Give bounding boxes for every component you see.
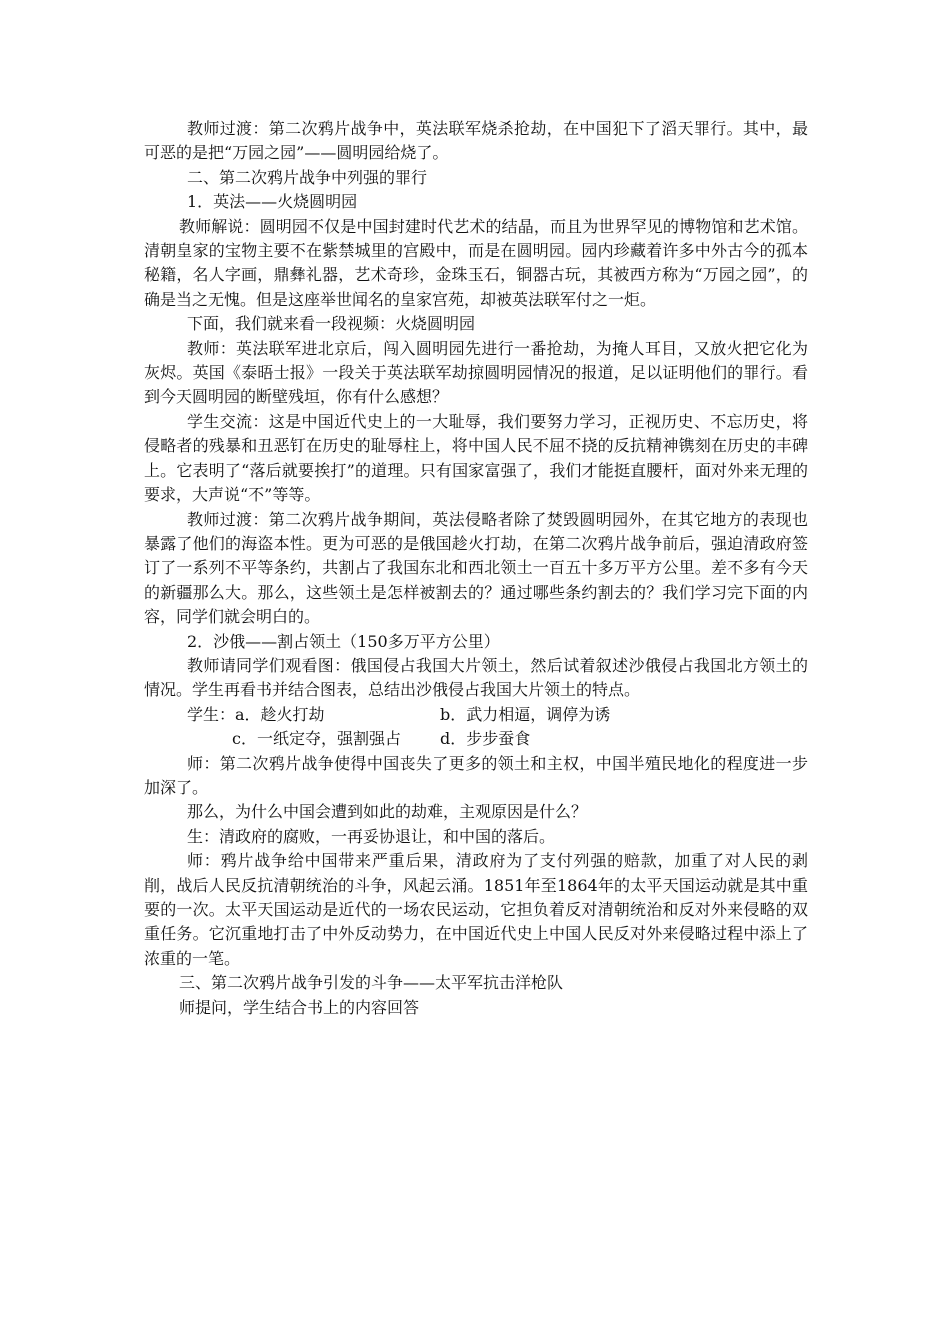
paragraph: 教师解说：圆明园不仅是中国封建时代艺术的结晶，而且为世界罕见的博物馆和艺术馆。清朝皇家的宝物主要不在紫禁城里的宫殿中，而是在圆明园。园内珍藏着许多中外古今的孤本秘籍，名人字画，鼎彝礼器，艺术奇珍，金珠玉石，铜器古玩，其被西方称为“万园之园”，的确是当之无愧。但是这座举世闻名的皇家宫苑，却被英法联军付之一炬。 <box>144 216 808 309</box>
choice-a: a．趁火打劫 <box>235 704 325 724</box>
subsection-heading: 1．英法——火烧圆明园 <box>187 192 358 212</box>
paragraph: 教师：英法联军进北京后，闯入圆明园先进行一番抢劫，为掩人耳目，又放火把它化为灰烬。英国《泰晤士报》一段关于英法联军劫掠圆明园情况的报道，足以证明他们的罪行。看到今天圆明园的断壁残垣，你有什么感想？ <box>144 338 808 407</box>
choice-lead: 学生： <box>187 704 236 724</box>
subsection-heading: 2．沙俄——割占领土（150多万平方公里） <box>187 631 500 651</box>
choice-b: b．武力相逼，调停为诱 <box>440 704 611 724</box>
section-heading: 二、第二次鸦片战争中列强的罪行 <box>187 167 428 187</box>
paragraph: 学生交流：这是中国近代史上的一大耻辱，我们要努力学习，正视历史、不忘历史，将侵略者的残暴和丑恶钉在历史的耻辱柱上，将中国人民不屈不挠的反抗精神镌刻在历史的丰碑上。它表明了“落后就要挨打”的道理。只有国家富强了，我们才能挺直腰杆，面对外来无理的要求，大声说“不”等等。 <box>144 411 808 505</box>
paragraph: 教师过渡：第二次鸦片战争中，英法联军烧杀抢劫，在中国犯下了滔天罪行。其中，最可恶的是把“万园之园”——圆明园给烧了。 <box>144 119 808 163</box>
paragraph: 生：清政府的腐败，一再妥协退让，和中国的落后。 <box>187 826 556 846</box>
paragraph: 下面，我们就来看一段视频：火烧圆明园 <box>187 314 476 334</box>
choice-row-2 <box>144 727 808 751</box>
document-body <box>144 117 808 1020</box>
section-heading: 三、第二次鸦片战争引发的斗争——太平军抗击洋枪队 <box>179 973 564 993</box>
paragraph: 那么，为什么中国会遭到如此的劫难，主观原因是什么？ <box>187 802 588 822</box>
choice-row-1 <box>144 703 808 727</box>
choice-c: c．一纸定夺，强割强占 <box>232 729 401 749</box>
paragraph: 教师过渡：第二次鸦片战争期间，英法侵略者除了焚毁圆明园外，在其它地方的表现也暴露了他们的海盗本性。更为可恶的是俄国趁火打劫，在第二次鸦片战争前后，强迫清政府签订了一系列不平等条约，共割占了我国东北和西北领土一百五十多万平方公里。差不多有今天的新疆那么大。那么，这些领土是怎样被割去的？通过哪些条约割去的？我们学习完下面的内容，同学们就会明白的。 <box>144 509 808 627</box>
paragraph: 师：第二次鸦片战争使得中国丧失了更多的领土和主权，中国半殖民地化的程度进一步加深了。 <box>144 753 808 797</box>
choice-d: d．步步蚕食 <box>440 729 531 749</box>
paragraph: 师提问，学生结合书上的内容回答 <box>179 997 420 1017</box>
paragraph: 教师请同学们观看图：俄国侵占我国大片领土，然后试着叙述沙俄侵占我国北方领土的情况。学生再看书并结合图表，总结出沙俄侵占我国大片领土的特点。 <box>144 655 808 700</box>
paragraph: 师：鸦片战争给中国带来严重后果，清政府为了支付列强的赔款，加重了对人民的剥削，战后人民反抗清朝统治的斗争，风起云涌。1851年至1864年的太平天国运动就是其中重要的一次。太平天国运动是近代的一场农民运动，它担负着反对清朝统治和反对外来侵略的双重任务。它沉重地打击了中外反动势力，在中国近代史上中国人民反对外来侵略过程中添上了浓重的一笔。 <box>144 851 808 968</box>
